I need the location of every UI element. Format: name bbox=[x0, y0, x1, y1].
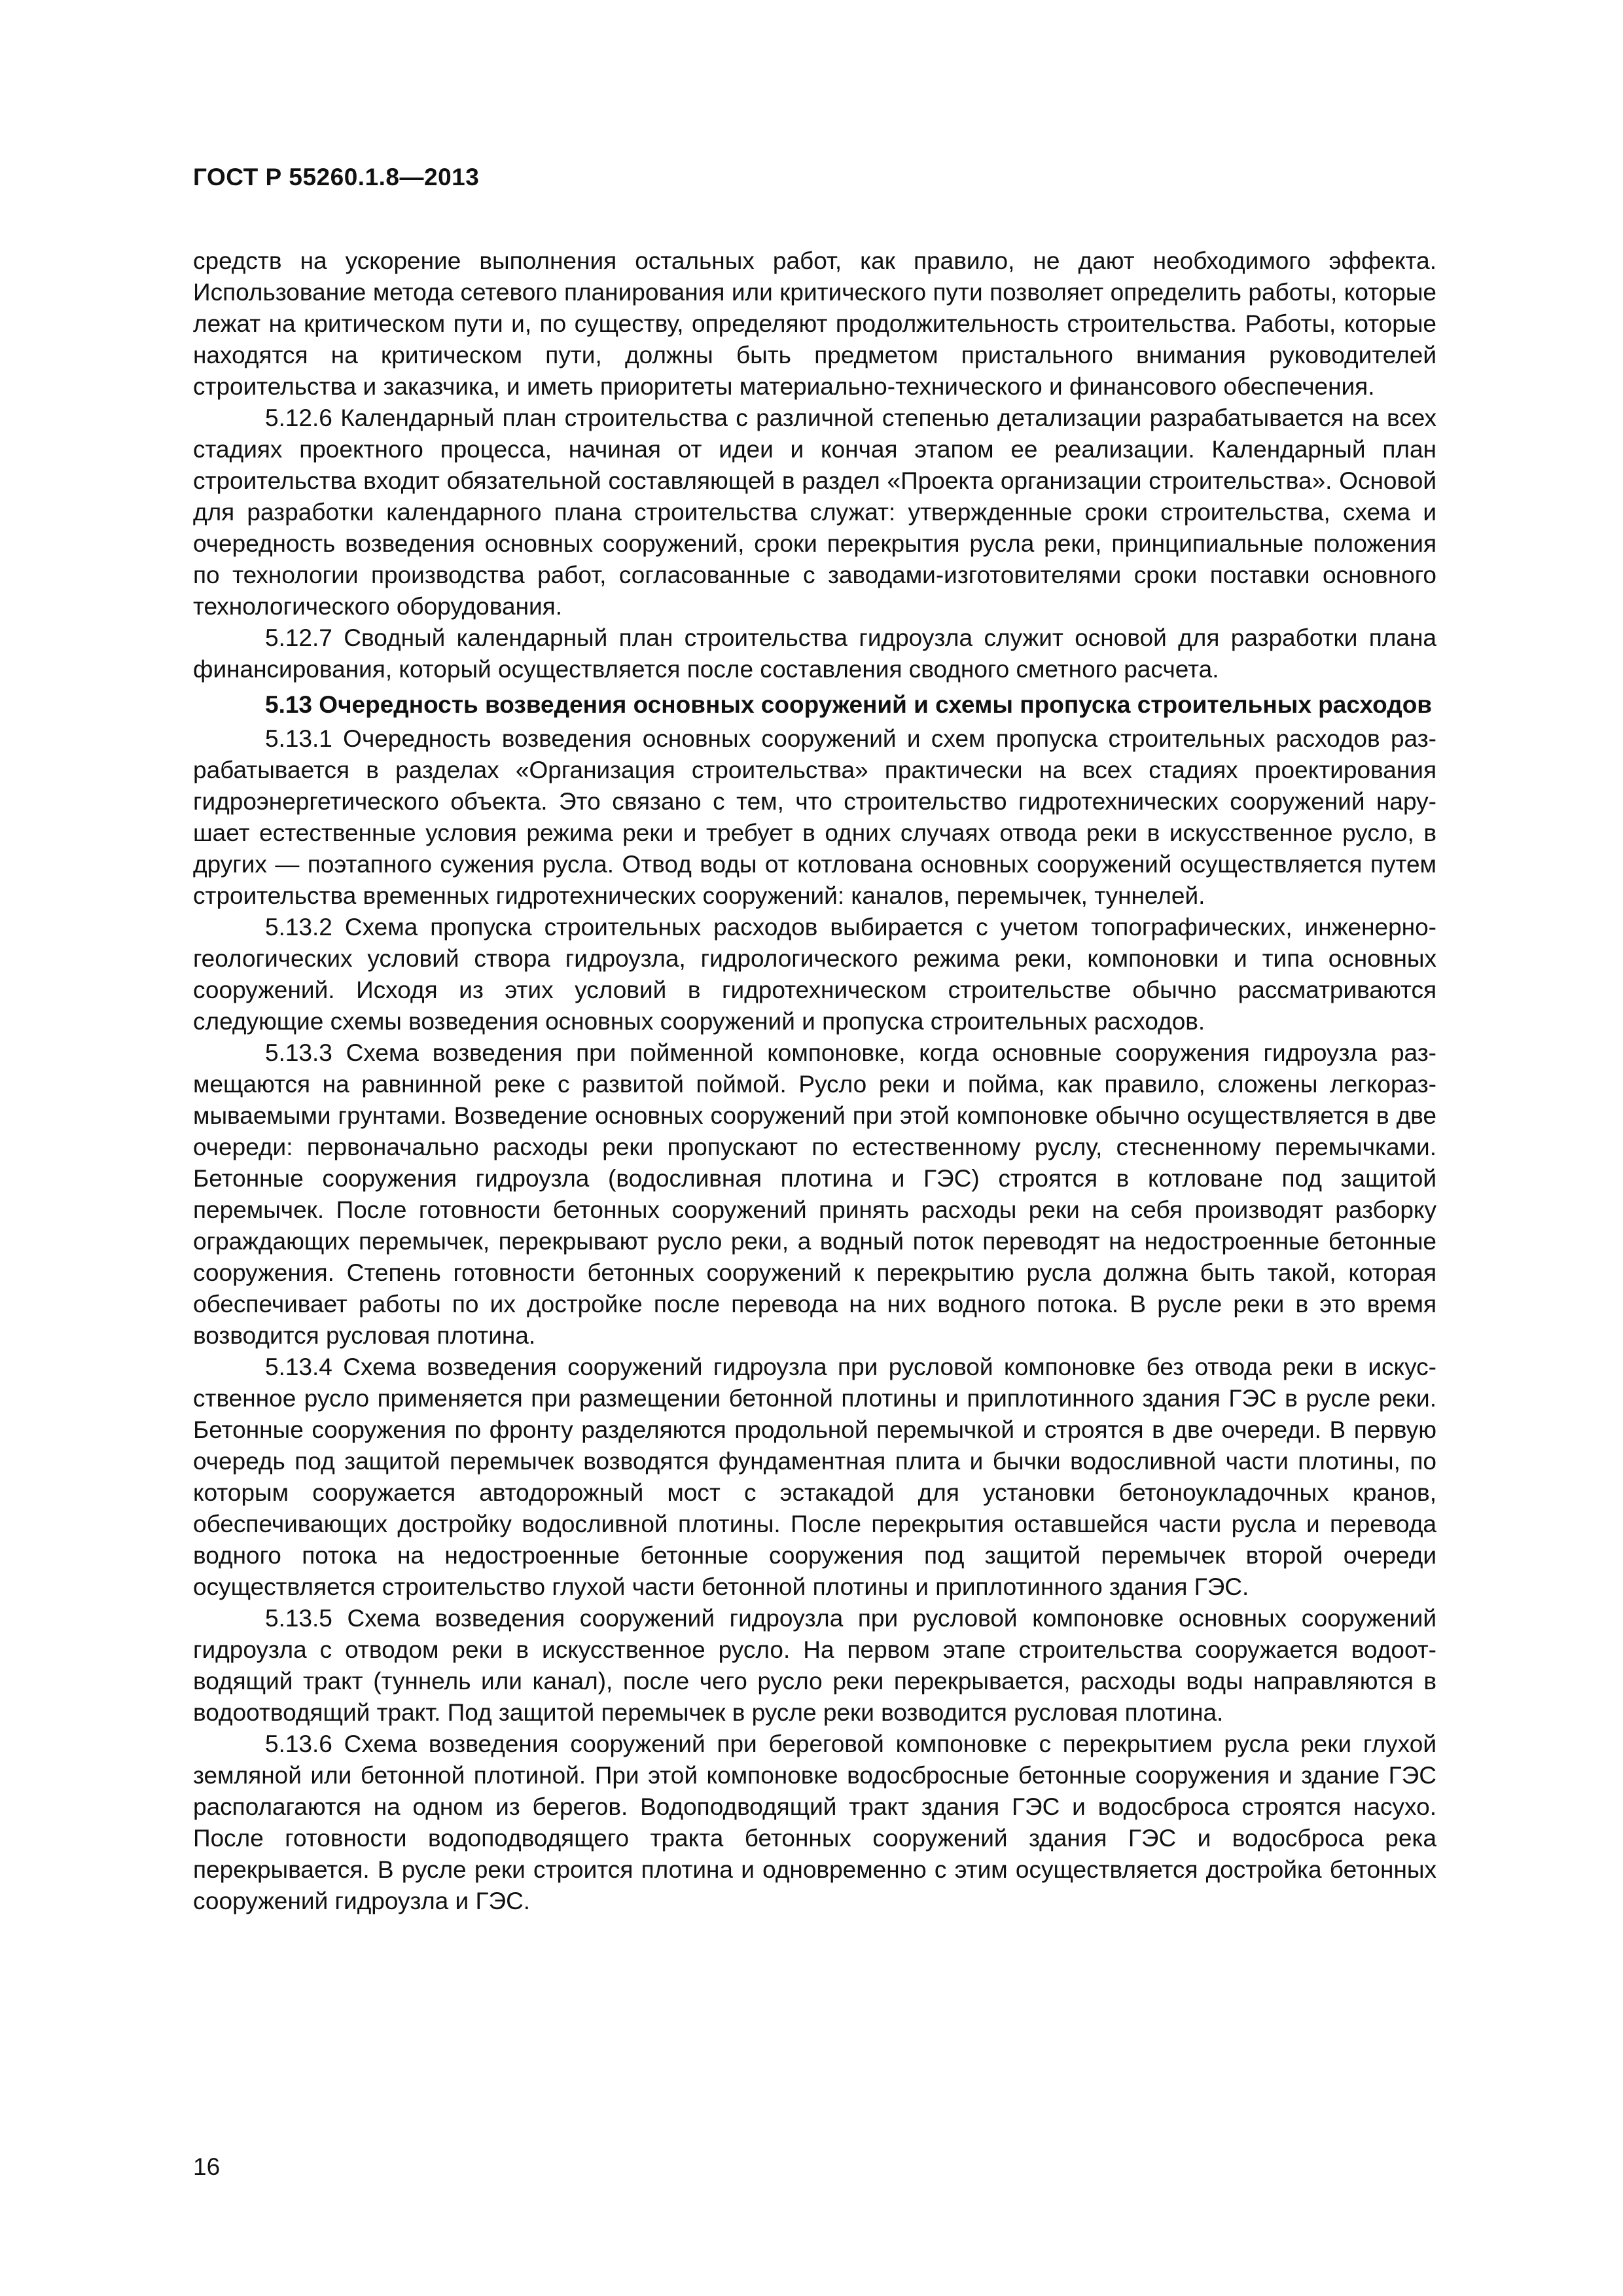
paragraph-5-13-6: 5.13.6 Схема возведения сооружений при береговой компоновке с перекрытием русла реки глухой земляной или бетонной плотиной. При этой компоновке водосбросные бетонные сооружения и здание ГЭС располагаются на одном из берегов. Водоподводящий тракт здания ГЭС и водосброса строятся насухо. После готовности водоподводящего тракта бетонных сооружений здания ГЭС и водосброса река перекрывается. В русле реки строится плотина и одновременно с этим осуществляется достройка бетонных сооружений гидроузла и ГЭС. bbox=[193, 1731, 1436, 1914]
paragraph-5-13-5: 5.13.5 Схема возведения сооружений гидроузла при русловой компоновке основных сооружений гидроузла с отводом реки в искусственное русло. На первом этапе строительства сооружается водоотводящий тракт (туннель или канал), после чего русло реки перекрывается, расходы воды направляются в водоотводящий тракт. Под защитой перемычек в русле реки возводится русловая плотина. bbox=[193, 1605, 1436, 1726]
document-header: ГОСТ Р 55260.1.8—2013 bbox=[193, 164, 480, 190]
paragraph-5-13-1: 5.13.1 Очередность возведения основных сооружений и схем пропуска строительных расходов разрабатывается в разделах «Организация строительства» практически на всех стадиях проектирования гидроэнергетического объекта. Это связано с тем, что строительство гидротехнических сооружений нарушает естественные условия режима реки и требует в одних случаях отвода реки в искусственное русло, в других — поэтапного сужения русла. Отвод воды от котлована основных сооружений осуществляется путем строительства временных гидротехнических сооружений: каналов, перемычек, туннелей. bbox=[193, 725, 1436, 909]
paragraph-5-13-3: 5.13.3 Схема возведения при пойменной компоновке, когда основные сооружения гидроузла размещаются на равнинной реке с развитой поймой. Русло реки и пойма, как правило, сложены легкоразмываемыми грунтами. Возведение основных сооружений при этой компоновке обычно осуществляется в две очереди: первоначально расходы реки пропускают по естественному руслу, стесненному перемычками. Бетонные сооружения гидроузла (водосливная плотина и ГЭС) строятся в котловане под защитой перемычек. После готовности бетонных сооружений принять расходы реки на себя производят разборку ограждающих перемычек, перекрывают русло реки, а водный поток переводят на недостроенные бетонные сооружения. Степень готовности бетонных сооружений к перекрытию русла должна быть такой, которая обеспечивает работы по их достройке после перевода на них водного потока. В русле реки в это время возводится русловая плотина. bbox=[193, 1039, 1436, 1349]
paragraph-5-13-2: 5.13.2 Схема пропуска строительных расходов выбирается с учетом топографических, инженерно-геологических условий створа гидроузла, гидрологического режима реки, компоновки и типа основных сооружений. Исходя из этих условий в гидротехническом строительстве обычно рассматриваются следующие схемы возведения основных сооружений и пропуска строительных расходов. bbox=[193, 914, 1436, 1035]
document-body bbox=[193, 245, 1436, 1917]
page-number: 16 bbox=[193, 2153, 221, 2180]
paragraph-continuation: средств на ускорение выполнения остальных работ, как правило, не дают необходимого эффекта. Использование метода сетевого планирования или критического пути позволяет определить работы, которые лежат на критическом пути и, по существу, определяют продолжительность строительства. Работы, которые находятся на критическом пути, должны быть предметом пристального внимания руководителей строительства и заказчика, и иметь приоритеты материально-технического и финансового обеспечения. bbox=[193, 247, 1436, 400]
section-title-5-13: 5.13 Очередность возведения основных сооружений и схемы пропуска строительных расходов bbox=[265, 691, 1433, 718]
paragraph-5-12-7: 5.12.7 Сводный календарный план строительства гидроузла служит основой для разработки плана финансирования, который осуществляется после составления сводного сметного расчета. bbox=[193, 624, 1436, 683]
paragraph-5-12-6: 5.12.6 Календарный план строительства с различной степенью детализации разрабатывается на всех стадиях проектного процесса, начиная от идеи и кончая этапом ее реализации. Календарный план строительства входит обязательной составляющей в раздел «Проекта организации строительства». Основой для разработки календарного плана строительства служат: утвержденные сроки строительства, схема и очередность возведения основных сооружений, сроки перекрытия русла реки, принципиальные положения по технологии производства работ, согласованные с заводами-изготовителями сроки поставки основного технологического оборудования. bbox=[193, 404, 1436, 620]
paragraph-5-13-4: 5.13.4 Схема возведения сооружений гидроузла при русловой компоновке без отвода реки в искусственное русло применяется при размещении бетонной плотины и приплотинного здания ГЭС в русле реки. Бетонные сооружения по фронту разделяются продольной перемычкой и строятся в две очереди. В первую очередь под защитой перемычек возводятся фундаментная плита и бычки водосливной части плотины, по которым сооружается автодорожный мост с эстакадой для установки бетоноукладочных кранов, обеспечивающих достройку водосливной плотины. После перекрытия оставшейся части русла и перевода водного потока на недостроенные бетонные сооружения под защитой перемычек второй очереди осуществляется строительство глухой части бетонной плотины и приплотинного здания ГЭС. bbox=[193, 1354, 1436, 1600]
